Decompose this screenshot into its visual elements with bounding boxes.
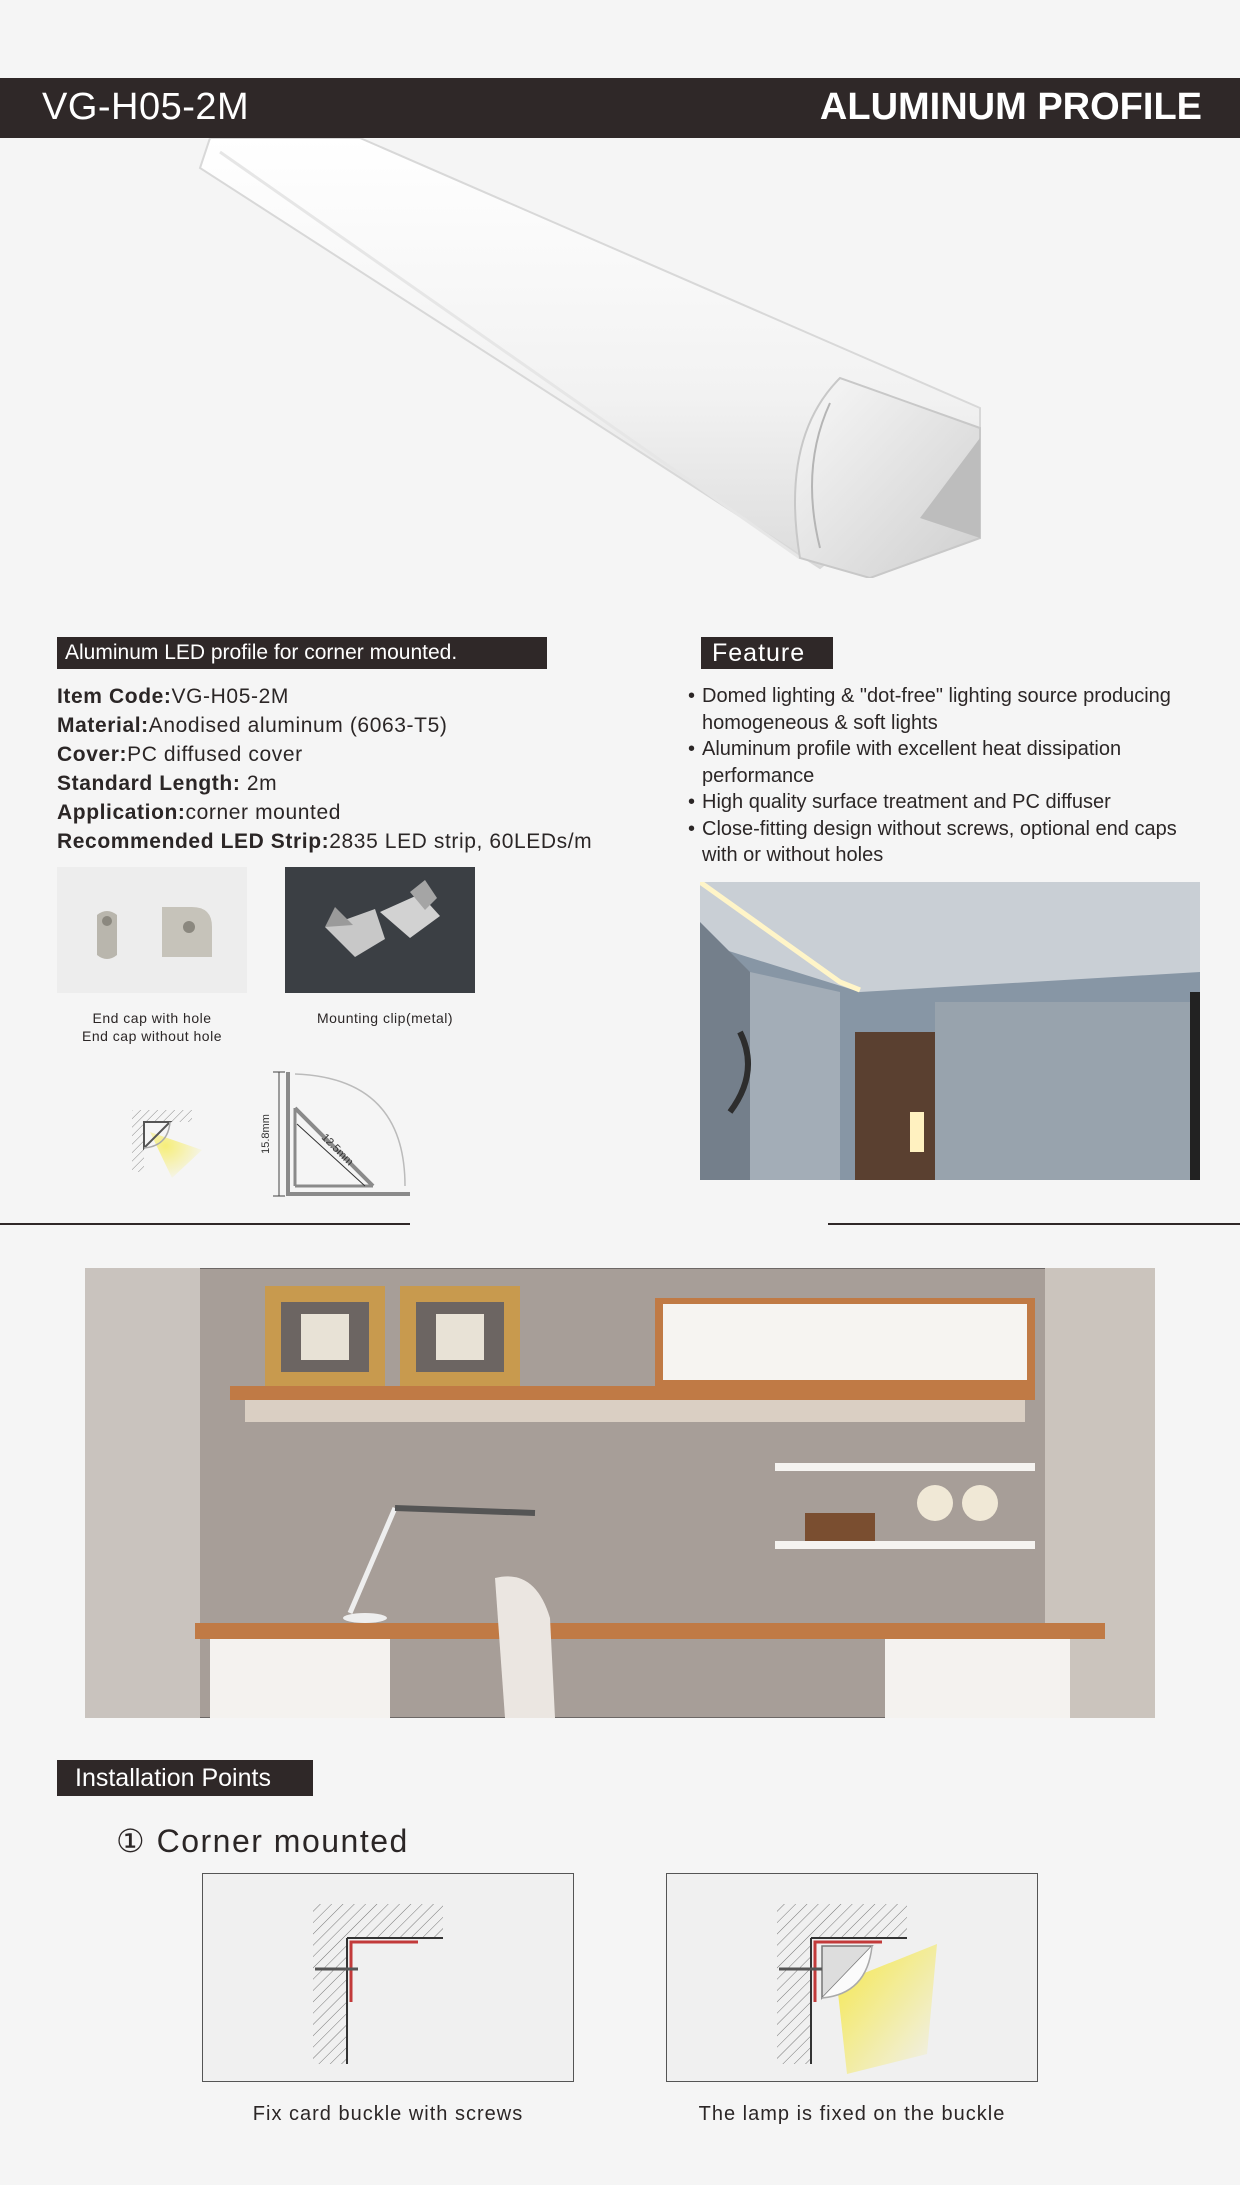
end-cap-hole-caption: End cap with hole: [92, 1010, 212, 1026]
feature-section-tag: Feature: [701, 637, 833, 669]
mounting-clip-caption: Mounting clip(metal): [316, 1010, 454, 1026]
spec-label: Material:: [57, 714, 149, 737]
section-divider-right: [828, 1223, 1240, 1225]
end-cap-image: [57, 867, 247, 993]
install-step1-diagram: [202, 1873, 574, 2082]
feature-list: [688, 683, 1208, 869]
spec-value: corner mounted: [185, 801, 342, 824]
installation-section-tag: Installation Points: [57, 1760, 313, 1796]
spec-application: [57, 798, 592, 827]
spec-list: [57, 682, 592, 856]
end-cap-no-hole-caption: End cap without hole: [82, 1028, 222, 1044]
spec-label: Standard Length:: [57, 772, 241, 795]
spec-label: Cover:: [57, 743, 128, 766]
header-bar: [0, 78, 1240, 138]
install-step2-caption: The lamp is fixed on the buckle: [698, 2103, 1006, 2125]
office-scene-photo: [85, 1268, 1155, 1718]
spec-value: 2m: [240, 772, 278, 795]
install-step2-diagram: [666, 1873, 1038, 2082]
feature-item: • Domed lighting & "dot-free" lighting source producing homogeneous & soft lights: [688, 683, 1208, 736]
corner-mounted-title: ① Corner mounted: [116, 1823, 409, 1859]
spec-label: Recommended LED Strip:: [57, 830, 330, 853]
profile-hero-image: [180, 138, 1000, 578]
spec-length: [57, 769, 592, 798]
corner-mount-icon: [132, 1110, 204, 1178]
height-dimension-label: 15.8mm: [260, 1114, 272, 1154]
room-scene-photo: [700, 882, 1200, 1180]
spec-value: PC diffused cover: [127, 743, 303, 766]
spec-item-code: [57, 682, 592, 711]
profile-cross-section-drawing: [255, 1068, 415, 1200]
spec-value: Anodised aluminum (6063-T5): [148, 714, 448, 737]
feature-item: • High quality surface treatment and PC diffuser: [688, 789, 1208, 816]
spec-section-tag: Aluminum LED profile for corner mounted.: [57, 637, 547, 669]
spec-value: VG-H05-2M: [171, 685, 289, 708]
spec-cover: [57, 740, 592, 769]
step1-drawing: [203, 1874, 575, 2083]
spec-label: Item Code:: [57, 685, 172, 708]
end-cap-caption: [57, 1009, 247, 1045]
spec-value: 2835 LED strip, 60LEDs/m: [329, 830, 593, 853]
step2-drawing: [667, 1874, 1039, 2083]
model-number: VG-H05-2M: [42, 86, 250, 128]
install-step1-caption: Fix card buckle with screws: [252, 2103, 524, 2125]
mounting-clip-image: [285, 867, 475, 993]
diagonal-dimension-label: 12.5mm: [318, 1131, 356, 1169]
product-title: ALUMINUM PROFILE: [819, 86, 1202, 128]
spec-label: Application:: [57, 801, 186, 824]
feature-item: • Aluminum profile with excellent heat dissipation performance: [688, 736, 1208, 789]
spec-led-strip: [57, 827, 592, 856]
spec-material: [57, 711, 592, 740]
feature-item: • Close-fitting design without screws, optional end caps with or without holes: [688, 816, 1208, 869]
section-divider-left: [0, 1223, 410, 1225]
